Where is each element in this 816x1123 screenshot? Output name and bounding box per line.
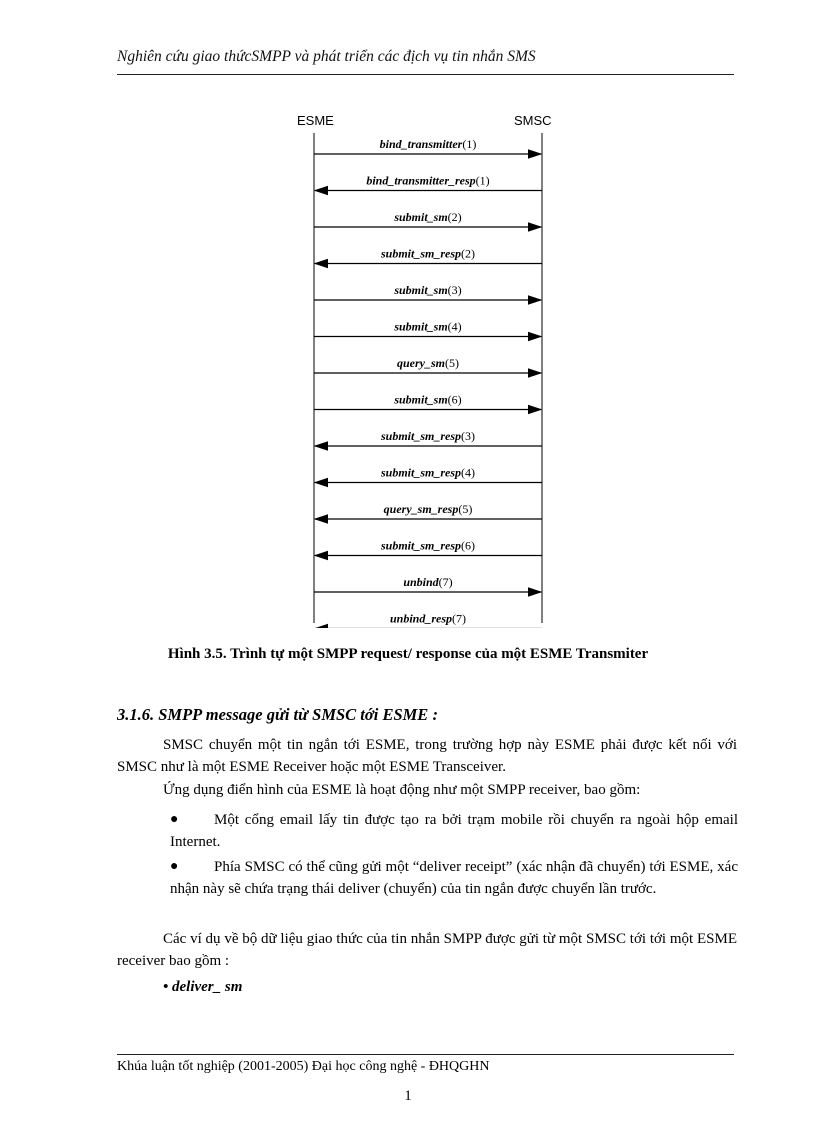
- paragraph-2: Ứng dụng điển hình của ESME là hoạt động như một SMPP receiver, bao gồm:: [163, 782, 641, 798]
- message-label: submit_sm_resp(4): [380, 465, 476, 480]
- message-7: [314, 356, 541, 373]
- message-label: unbind(7): [403, 575, 453, 589]
- message-label: bind_transmitter_resp(1): [366, 173, 490, 188]
- message-label: unbind_resp(7): [389, 611, 467, 626]
- bullet-dot: ●: [170, 859, 179, 874]
- esme-label: ESME: [297, 113, 334, 128]
- bullet-1: Một cổng email lấy tin được tạo ra bởi trạm mobile rồi chuyển ra ngoài hộp email Internet.: [170, 812, 738, 850]
- message-label: submit_sm_resp(2): [380, 246, 476, 261]
- message-label: submit_sm(4): [394, 319, 462, 334]
- message-4: [315, 247, 542, 264]
- message-label: query_sm(5): [397, 356, 459, 370]
- paragraph-1: SMSC chuyển một tin ngắn tới ESME, trong trường hợp này ESME phải được kết nối với SMSC như là một ESME Receiver hoặc một ESME Transceiver.: [117, 737, 737, 775]
- bullet-2: Phía SMSC có thể cũng gửi một “deliver receipt” (xác nhận đã chuyển) tới ESME, xác nhận này sẽ chứa trạng thái deliver (chuyển) của tin ngắn được chuyển lần trước.: [170, 859, 738, 897]
- page-footer: Khúa luận tốt nghiệp (2001-2005) Đại học công nghệ - ĐHQGHN: [117, 1059, 490, 1074]
- deliver-sm-item: • deliver_ sm: [163, 979, 243, 995]
- message-label: submit_sm(2): [394, 210, 462, 224]
- footer-rule: [117, 1054, 734, 1055]
- smsc-label: SMSC: [514, 113, 552, 128]
- figure-caption: Hình 3.5. Trình tự một SMPP request/ response của một ESME Transmiter: [167, 646, 649, 662]
- message-2: [315, 174, 542, 191]
- message-5: [314, 283, 541, 300]
- message-10: [315, 466, 542, 483]
- message-label: submit_sm(3): [394, 283, 462, 297]
- message-3: [314, 210, 541, 227]
- paragraph-3: Các ví dụ về bộ dữ liệu giao thức của tin nhắn SMPP được gửi từ một SMSC tới tới một ESME receiver bao gồm :: [117, 931, 737, 969]
- message-label: submit_sm_resp(6): [380, 538, 476, 553]
- message-label: bind_transmitter(1): [379, 137, 477, 151]
- message-label: query_sm_resp(5): [383, 502, 473, 516]
- header-rule: [117, 74, 734, 75]
- section-title: 3.1.6. SMPP message gửi từ SMSC tới ESME :: [117, 705, 438, 724]
- message-13: [314, 575, 541, 592]
- message-11: [315, 502, 542, 519]
- message-1: [314, 137, 541, 154]
- sequence-diagram: [280, 108, 570, 628]
- message-8: [314, 393, 541, 410]
- page-header: Nghiên cứu giao thứcSMPP và phát triển các địch vụ tin nhắn SMS: [117, 48, 536, 65]
- message-9: [315, 429, 542, 446]
- message-12: [315, 539, 542, 556]
- message-label: submit_sm_resp(3): [380, 429, 476, 443]
- bullet-dot: ●: [170, 812, 179, 827]
- message-6: [314, 320, 541, 337]
- page-number: 1: [404, 1088, 412, 1104]
- message-label: submit_sm(6): [394, 392, 462, 407]
- message-14: [315, 612, 542, 629]
